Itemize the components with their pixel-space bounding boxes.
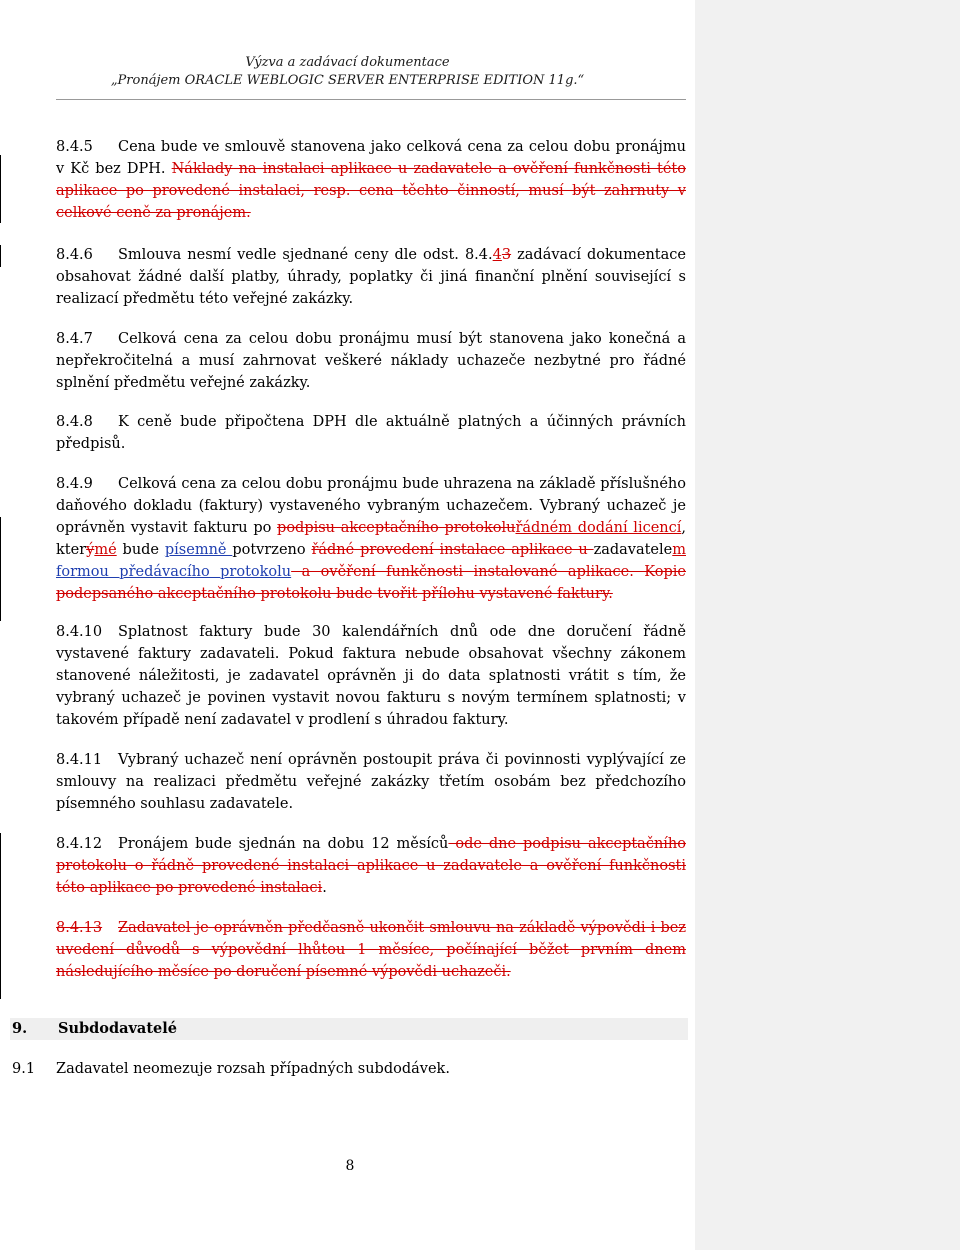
paragraph-8-4-5 bbox=[56, 136, 686, 224]
paragraph-text: zadavatele bbox=[593, 542, 673, 558]
paragraph-number: 8.4.6 bbox=[56, 247, 93, 263]
comment-margin-pane bbox=[695, 0, 960, 1250]
deleted-text: 3 bbox=[501, 247, 512, 263]
paragraph-text: bude bbox=[116, 542, 165, 558]
paragraph-text: Cena bude ve smlouvě stanovena jako celková cena za celou dobu pronájmu v Kč bez DPH. bbox=[56, 139, 686, 177]
paragraph-number: 8.4.10 bbox=[56, 624, 103, 640]
paragraph-text: Zadavatel neomezuje rozsah případných subdodávek. bbox=[56, 1061, 450, 1077]
paragraph-text: Celková cena za celou dobu pronájmu musí být stanovena jako konečná a nepřekročitelná a musí zahrnovat veškeré náklady uchazeče nezbytné pro řádné splnění předmětu veřejné zakázky. bbox=[56, 331, 686, 391]
paragraph-text: Smlouva nesmí vedle sjednané ceny dle odst. 8.4. bbox=[118, 247, 493, 263]
paragraph-text: , kter bbox=[56, 520, 686, 558]
change-bar bbox=[0, 517, 1, 621]
paragraph-number: 8.4.5 bbox=[56, 139, 93, 155]
section-number: 9. bbox=[12, 1020, 28, 1037]
section-heading-9 bbox=[10, 1018, 688, 1040]
paragraph-number: 8.4.13 bbox=[56, 920, 103, 936]
paragraph-text: Pronájem bude sjednán na dobu 12 měsíců bbox=[118, 836, 449, 852]
deleted-text: Náklady na instalaci aplikace u zadavatele a ověření funkčnosti této aplikace po provedené instalaci, resp. cena těchto činností, musí být zahrnuty v celkové ceně za pronájem. bbox=[56, 161, 686, 221]
paragraph-number: 9.1 bbox=[12, 1061, 36, 1077]
paragraph-number: 8.4.7 bbox=[56, 331, 93, 347]
paragraph-8-4-6 bbox=[56, 244, 686, 310]
paragraph-8-4-10 bbox=[56, 621, 686, 731]
page-number: 8 bbox=[345, 1158, 355, 1174]
header-line-2: „Pronájem ORACLE WEBLOGIC SERVER ENTERPRISE EDITION 11g.“ bbox=[110, 73, 585, 88]
inserted-text: m bbox=[672, 542, 686, 558]
paragraph-text: potvrzeno bbox=[232, 542, 312, 558]
deleted-text: podpisu akceptačního protokolu bbox=[277, 520, 516, 536]
deleted-text: ý bbox=[86, 542, 95, 558]
paragraph-9-1 bbox=[12, 1058, 688, 1080]
paragraph-text: zadávací dokumentace obsahovat žádné další platby, úhrady, poplatky či jiná finanční plnění související s realizací předmětu této veřejné zakázky. bbox=[56, 247, 686, 307]
paragraph-8-4-7 bbox=[56, 328, 686, 394]
paragraph-number: 8.4.9 bbox=[56, 476, 93, 492]
paragraph-number: 8.4.11 bbox=[56, 752, 103, 768]
paragraph-text: Celková cena za celou dobu pronájmu bude uhrazena na základě příslušného daňového dokladu (faktury) vystaveného vybraným uchazečem. Vybraný uchazeč je oprávněn vystavit fakturu po bbox=[56, 476, 686, 536]
paragraph-number: 8.4.8 bbox=[56, 414, 93, 430]
deleted-text: řádné provedení instalace aplikace u bbox=[311, 542, 594, 558]
paragraph-text: Splatnost faktury bude 30 kalendářních dnů ode dne doručení řádně vystavené faktury zadavateli. Pokud faktura nebude obsahovat všechny zákonem stanovené náležitosti, je zadavatel oprávněn ji do data splatnosti vrátit s tím, že vybraný uchazeč je povinen vystavit novou fakturu s novým termínem splatnosti; v takovém případě není zadavatel v prodlení s úhradou faktury. bbox=[56, 624, 686, 728]
paragraph-text: . bbox=[322, 880, 327, 896]
change-bar bbox=[0, 245, 1, 267]
header-rule bbox=[56, 99, 686, 100]
change-bar bbox=[0, 833, 1, 999]
header-line-1: Výzva a zadávací dokumentace bbox=[245, 55, 450, 70]
paragraph-8-4-9 bbox=[56, 473, 686, 605]
paragraph-8-4-11 bbox=[56, 749, 686, 815]
inserted-text-blue: písemně bbox=[164, 542, 233, 558]
deleted-text: Zadavatel je oprávněn předčasně ukončit smlouvu na základě výpovědi i bez uvedení důvodů s výpovědní lhůtou 1 měsíce, počínající běžet prvním dnem následujícího měsíce po doručení písemné výpovědi uchazeči. bbox=[56, 920, 686, 980]
inserted-text-blue: formou předávacího protokolu bbox=[56, 564, 292, 580]
change-bar bbox=[0, 155, 1, 223]
inserted-text: 4 bbox=[492, 247, 502, 263]
inserted-text: mé bbox=[94, 542, 117, 558]
paragraph-number: 8.4.12 bbox=[56, 836, 103, 852]
paragraph-text: Vybraný uchazeč není oprávněn postoupit práva či povinnosti vyplývající ze smlouvy na realizaci předmětu veřejné zakázky třetím osobám bez předchozího písemného souhlasu zadavatele. bbox=[56, 752, 686, 812]
section-title: Subdodavatelé bbox=[58, 1020, 177, 1037]
paragraph-8-4-12 bbox=[56, 833, 686, 899]
paragraph-8-4-8 bbox=[56, 411, 686, 455]
paragraph-text: K ceně bude připočtena DPH dle aktuálně platných a účinných právních předpisů. bbox=[56, 414, 686, 452]
inserted-text: řádném dodání licencí bbox=[515, 520, 682, 536]
deleted-text: a ověření funkčnosti instalované aplikace. Kopie podepsaného akceptačního protokolu bude tvořit přílohu vystavené faktury. bbox=[56, 564, 686, 602]
deleted-text: ode dne podpisu akceptačního protokolu o řádně provedené instalaci aplikace u zadavatele a ověření funkčnosti této aplikace po provedené instalaci bbox=[56, 836, 686, 896]
paragraph-8-4-13 bbox=[56, 917, 686, 983]
